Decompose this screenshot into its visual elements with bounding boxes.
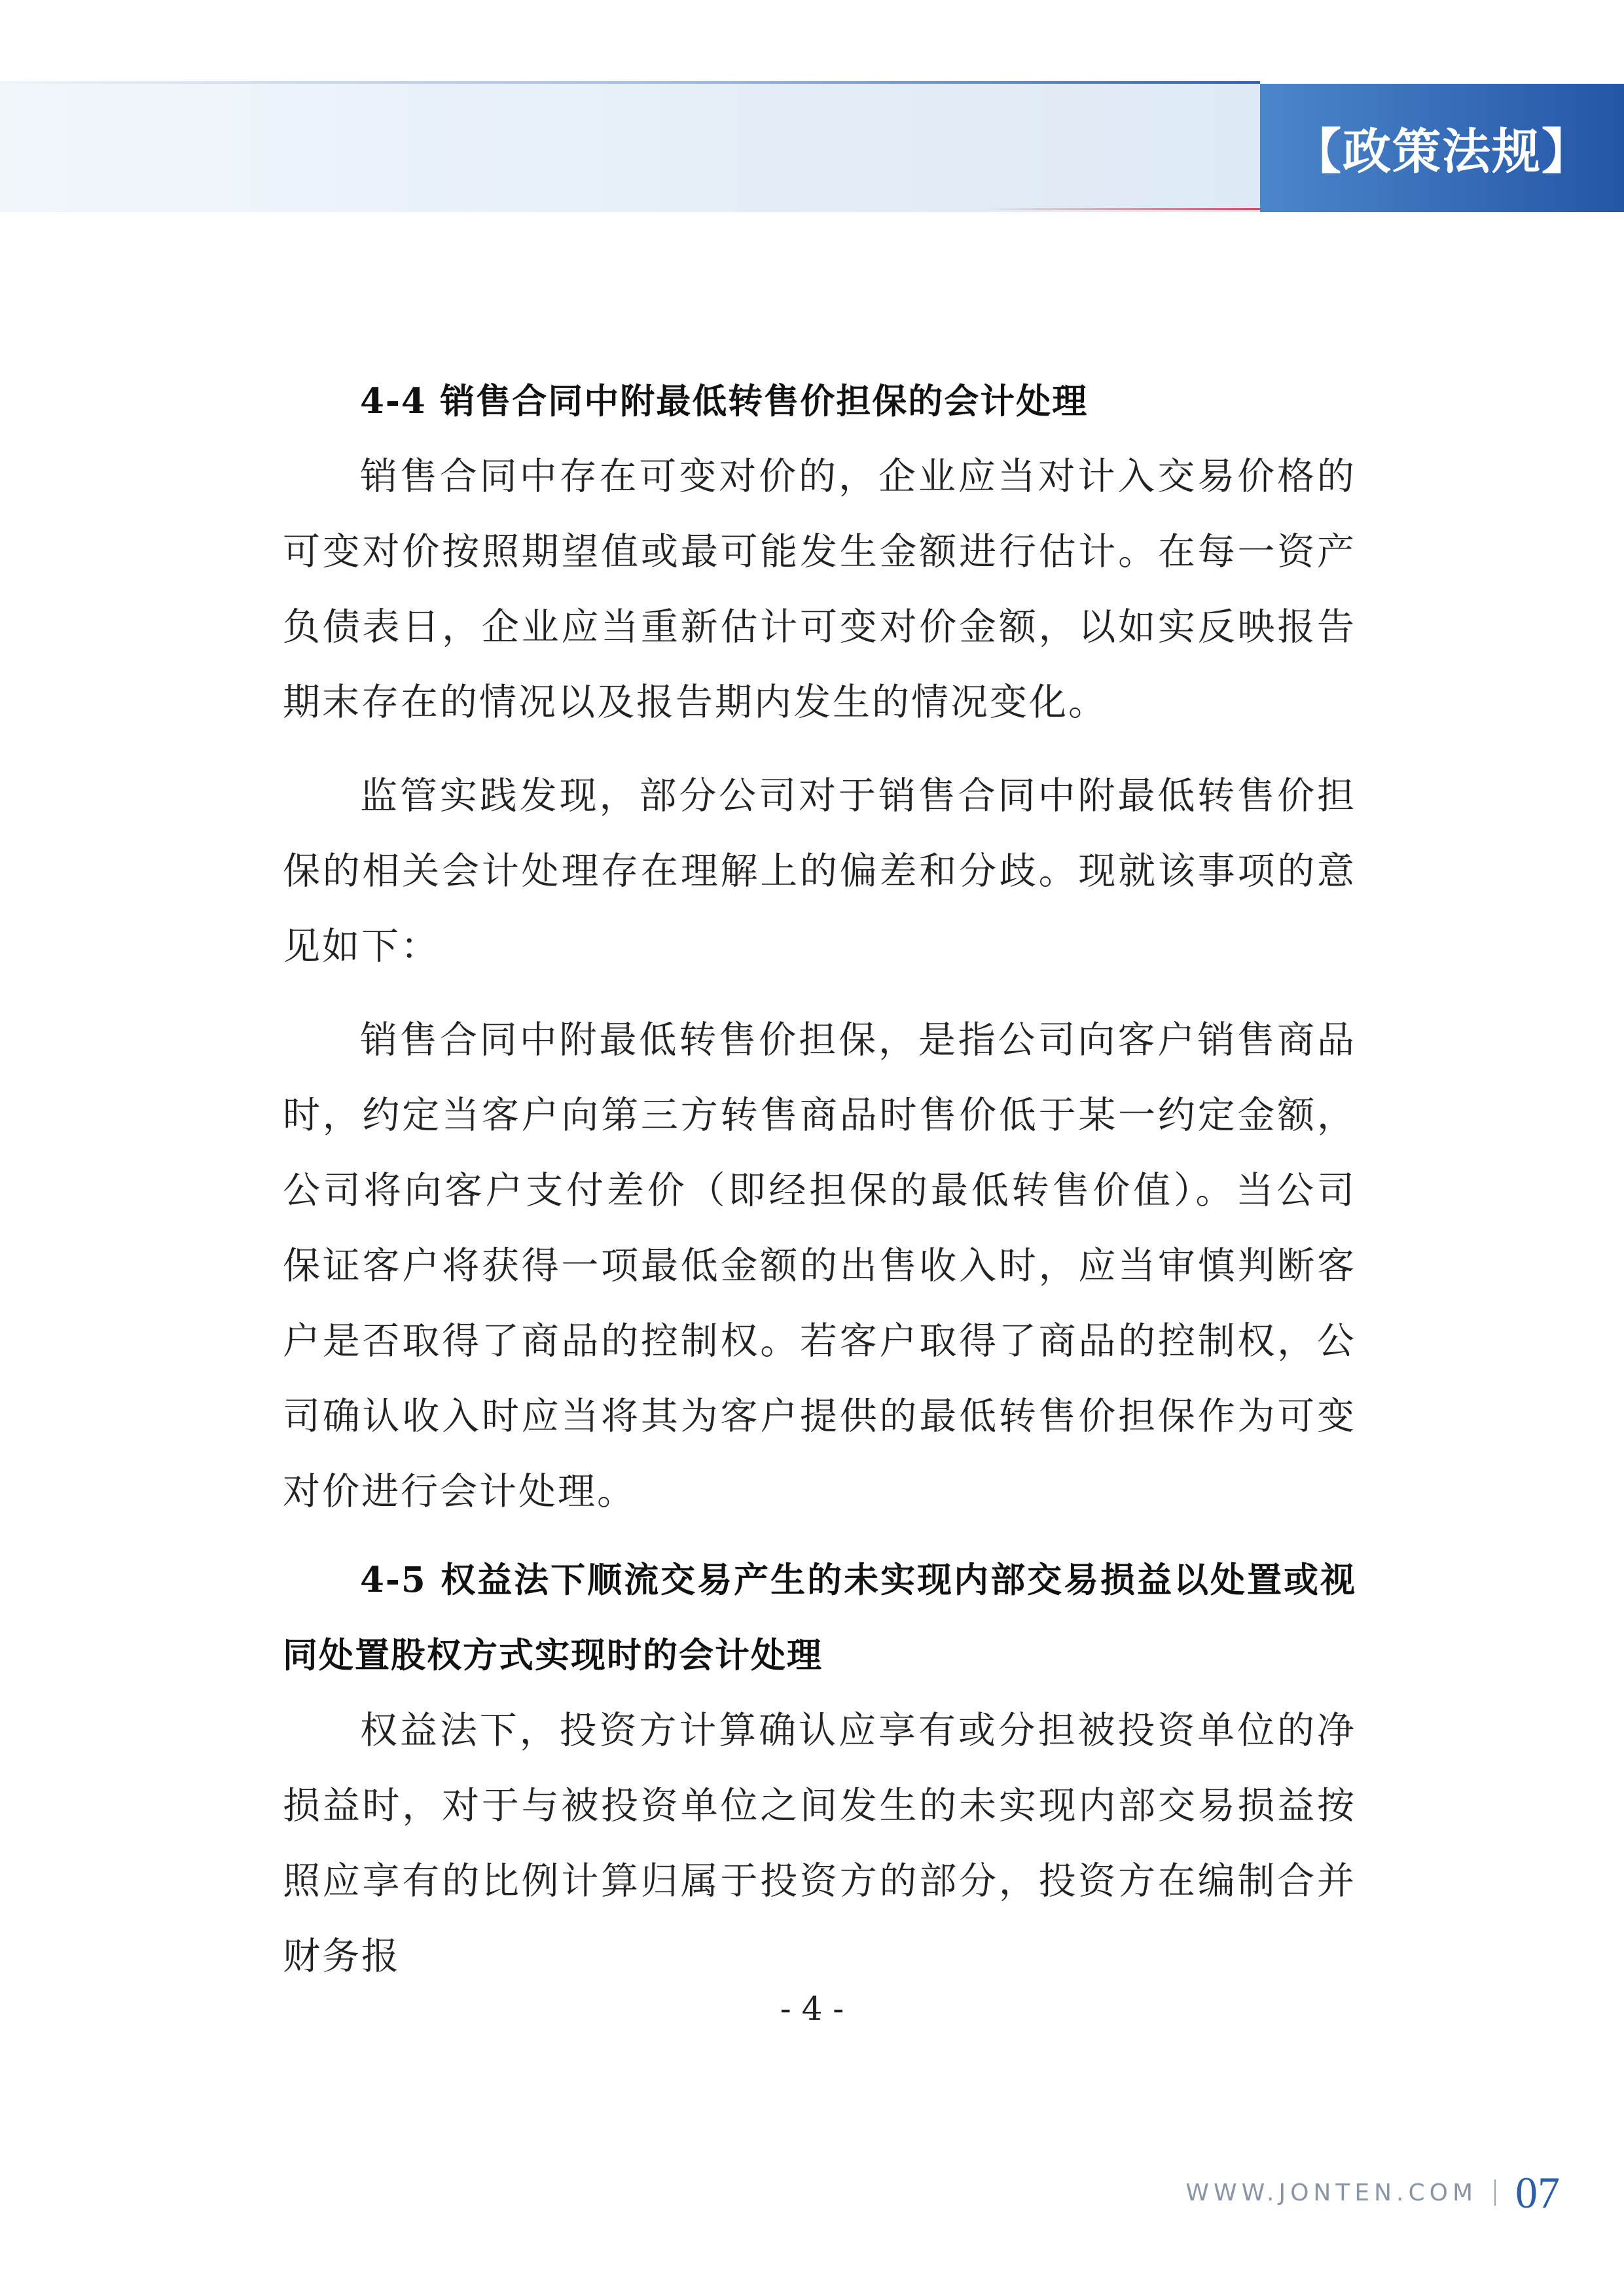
- header-accent-line: [982, 208, 1260, 210]
- section-heading-4-4: 4-4 销售合同中附最低转售价担保的会计处理: [360, 381, 1089, 422]
- footer-page-number: 07: [1515, 2167, 1560, 2217]
- paragraph: 监管实践发现，部分公司对于销售合同中附最低转售价担保的相关会计处理存在理解上的偏差和分歧。现就该事项的意见如下：: [283, 774, 1356, 968]
- footer: [1185, 2166, 1560, 2219]
- paragraph: 销售合同中附最低转售价担保，是指公司向客户销售商品时，约定当客户向第三方转售商品时售价低于某一约定金额，公司将向客户支付差价（即经担保的最低转售价值）。当公司保证客户将获得一项最低金额的出售收入时，应当审慎判断客户是否取得了商品的控制权。若客户取得了商品的控制权，公司确认收入时应当将其为客户提供的最低转售价担保作为可变对价进行会计处理。: [283, 1018, 1356, 1513]
- section-heading-4-5: 4-5 权益法下顺流交易产生的未实现内部交易损益以处置或视同处置股权方式实现时的会计处理: [283, 1560, 1356, 1676]
- paragraph: 销售合同中存在可变对价的，企业应当对计入交易价格的可变对价按照期望值或最可能发生金额进行估计。在每一资产负债表日，企业应当重新估计可变对价金额，以如实反映报告期末存在的情况以及报告期内发生的情况变化。: [283, 455, 1356, 724]
- footer-divider: [1494, 2179, 1496, 2206]
- header-category-tab: [1260, 84, 1624, 212]
- article-body: [283, 364, 1356, 1994]
- header-band: [0, 84, 1260, 212]
- page-number: - 4 -: [780, 1990, 844, 2028]
- paragraph: 权益法下，投资方计算确认应享有或分担被投资单位的净损益时，对于与被投资单位之间发生的未实现内部交易损益按照应享有的比例计算归属于投资方的部分，投资方在编制合并财务报: [283, 1709, 1356, 1978]
- footer-website: WWW.JONTEN.COM: [1185, 2179, 1477, 2206]
- header-category-label: 【政策法规】: [1293, 124, 1591, 180]
